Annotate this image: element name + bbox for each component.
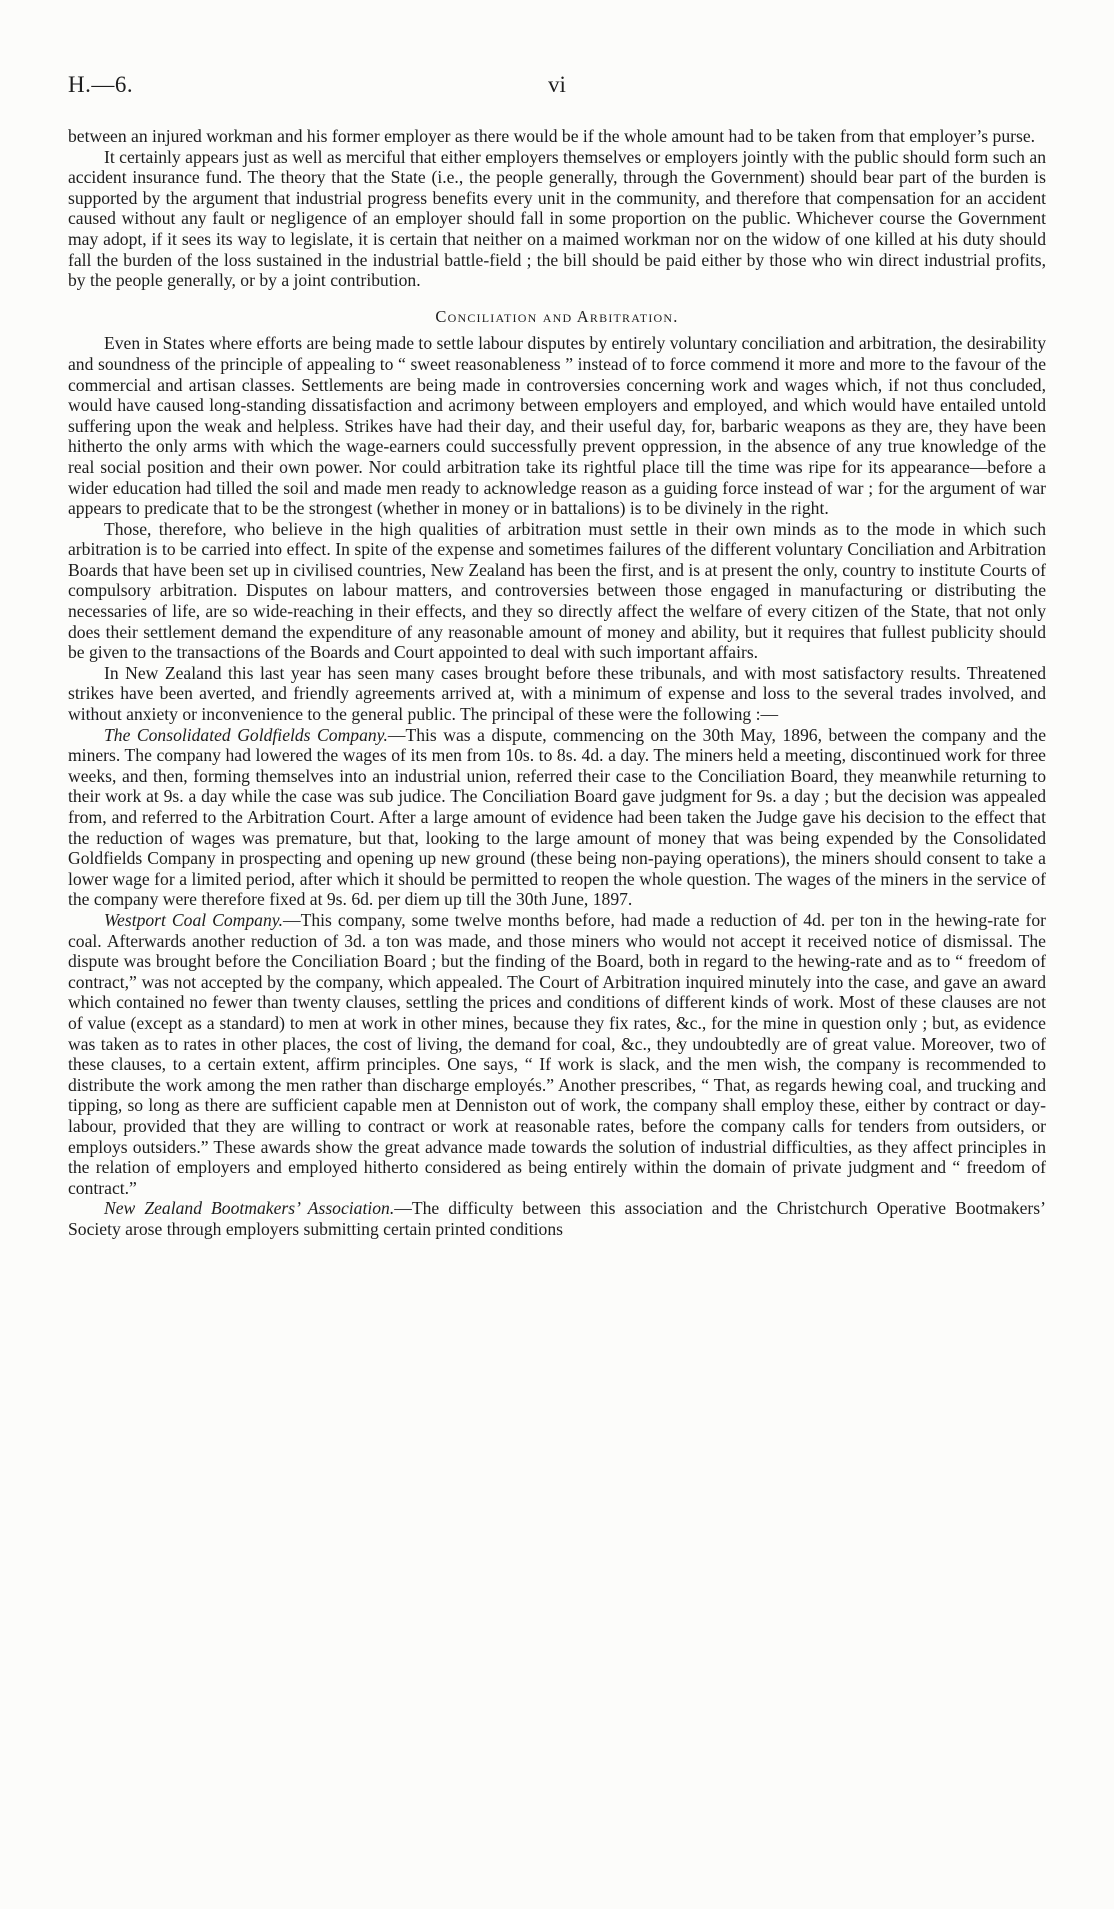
case-title: The Consolidated Goldfields Company. xyxy=(104,724,388,745)
section-heading: Conciliation and Arbitration. xyxy=(435,306,679,326)
paragraph-voluntary-conciliation: Even in States where efforts are being made to settle labour disputes by entirely voluntary conciliation and arbitration, the desirability and soundness of the principle of appealing to “ sweet reasonableness ” instead of to force commend it more and more to the favour of the commercial and artisan classes. Settlements are being made in controversies concerning work and wages which, if not thus concluded, would have caused long-standing dissatisfaction and acrimony between employers and employed, and which would have entailed untold suffering upon the weak and helpless. Strikes have had their day, and their useful day, for, barbaric weapons as they are, they have been hitherto the only arms with which the wage-earners could successfully prevent oppression, in the absence of any true knowledge of the real social position and their own power. Nor could arbitration take its rightful place till the time was ripe for its appearance—before a wider education had tilled the soil and made men ready to acknowledge reason as a guiding force instead of war ; for the argument of war appears to predicate that to be the strongest (whether in money or in battalions) is to be divinely in the right. xyxy=(68,333,1046,519)
case-text: —This company, some twelve months before, had made a reduction of 4d. per ton in the hewing-rate for coal. Afterwards another reduction of 3d. a ton was made, and those miners who would not accept it received notice of dismissal. The dispute was brought before the Conciliation Board ; but the finding of the Board, both in regard to the hewing-rate and as to “ freedom of contract,” was not accepted by the company, which appealed. The Court of Arbitration inquired minutely into the case, and gave an award which contained no fewer than twenty clauses, settling the prices and conditions of different kinds of work. Most of these clauses are not of value (except as a standard) to men at work in other mines, because they fix rates, &c., for the mine in question only ; but, as evidence was taken as to rates in other places, the cost of living, the demand for coal, &c., they undoubtedly are of great value. Moreover, two of these clauses, to a certain extent, affirm principles. One says, “ If work is slack, and the men wish, the company is recommended to distribute the work among the men rather than discharge employés.” Another prescribes, “ That, as regards hewing coal, and trucking and tipping, so long as there are sufficient capable men at Denniston out of work, the company shall employ these, either by contract or day-labour, provided that they are willing to contract or work at reasonable rates, before the company calls for tenders from outsiders, or employs outsiders.” These awards show the great advance made towards the solution of industrial difficulties, as they affect principles in the relation of employers and employed hitherto considered as being entirely within the domain of private judgment and “ freedom of contract.” xyxy=(68,909,1046,1198)
paragraph-accident-insurance: It certainly appears just as well as merciful that either employers themselves or employers jointly with the public should form such an accident insurance fund. The theory that the State (i.e., the people generally, through the Government) should bear part of the burden is supported by the argument that industrial progress benefits every unit in the community, and therefore that compensation for an accident caused without any fault or negligence of an employer should fall in some proportion on the public. Whichever course the Government may adopt, if it sees its way to legislate, it is certain that neither on a maimed workman nor on the widow of one killed at his duty should fall the burden of the loss sustained in the industrial battle-field ; the bill should be paid either by those who win direct industrial profits, by the people generally, or by a joint contribution. xyxy=(68,146,1046,291)
case-text: —The difficulty between this association and the Christchurch Operative Bootmakers’ Society arose through employers submitting certain printed conditions xyxy=(68,1198,1046,1239)
case-text: —This was a dispute, commencing on the 30th May, 1896, between the company and the miners. The company had lowered the wages of its men from 10s. to 8s. 4d. a day. The miners held a meeting, discontinued work for three weeks, and then, forming themselves into an industrial union, referred their case to the Conciliation Board, they meanwhile returning to their work at 9s. a day while the case was sub judice. The Conciliation Board gave judgment for 9s. a day ; but the decision was appealed from, and referred to the Arbitration Court. After a large amount of evidence had been taken the Judge gave his decision to the effect that the reduction of wages was premature, but that, looking to the large amount of money that was being expended by the Consolidated Goldfields Company in prospecting and opening up new ground (these being non-paying operations), the miners should consent to take a lower wage for a limited period, after which it should be permitted to reopen the whole question. The wages of the miners in the service of the company were therefore fixed at 9s. 6d. per diem up till the 30th June, 1897. xyxy=(68,724,1047,910)
document-reference: H.—6. xyxy=(68,72,134,97)
case-title: Westport Coal Company. xyxy=(104,909,284,930)
body-text xyxy=(68,126,1046,1239)
paragraph-westport-case xyxy=(68,910,1046,1198)
paragraph-goldfields-case xyxy=(68,725,1046,910)
page-header xyxy=(68,72,1046,106)
paragraph-continuation: between an injured workman and his former employer as there would be if the whole amount had to be taken from that employer’s purse. xyxy=(68,126,1036,146)
page-number: vi xyxy=(548,72,566,97)
paragraph-bootmakers-case xyxy=(68,1198,1046,1239)
paragraph-compulsory-arbitration: Those, therefore, who believe in the high qualities of arbitration must settle in their own minds as to the mode in which such arbitration is to be carried into effect. In spite of the expense and sometimes failures of the different voluntary Conciliation and Arbitration Boards that have been set up in civilised countries, New Zealand has been the first, and is at present the only, country to institute Courts of compulsory arbitration. Disputes on labour matters, and controversies between those engaged in manufacturing or distributing the necessaries of life, are so wide-reaching in their effects, and they so directly affect the welfare of every citizen of the State, that not only does their settlement demand the expenditure of any reasonable amount of money and ability, but it requires that fullest publicity should be given to the transactions of the Boards and Court appointed to deal with such important affairs. xyxy=(68,518,1046,663)
case-title: New Zealand Bootmakers’ Association. xyxy=(104,1198,395,1219)
paragraph-cases-intro: In New Zealand this last year has seen many cases brought before these tribunals, and with most satisfactory results. Threatened strikes have been averted, and friendly agreements arrived at, with a minimum of expense and loss to the several trades involved, and without anxiety or inconvenience to the general public. The principal of these were the following :— xyxy=(68,662,1046,725)
